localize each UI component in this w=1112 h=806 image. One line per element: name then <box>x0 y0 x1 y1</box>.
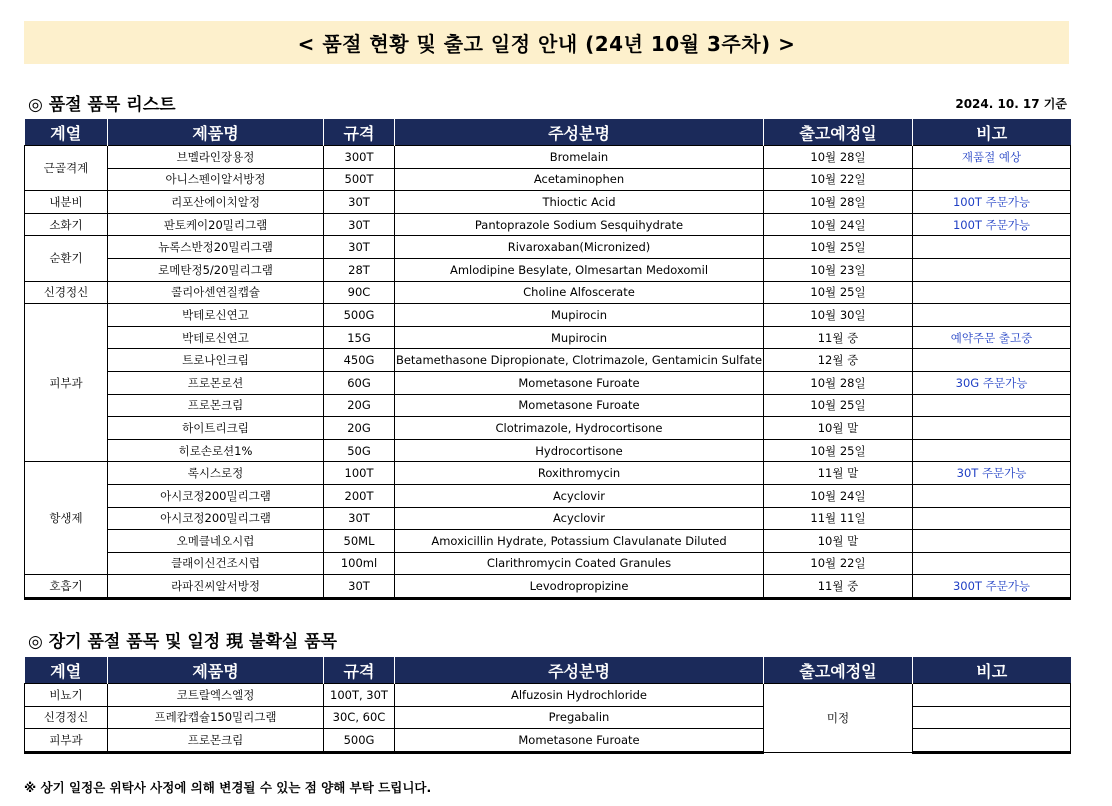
table-row <box>25 371 1071 394</box>
product-cell: 아시코정200밀리그램 <box>108 507 324 530</box>
header-ingredient: 주성분명 <box>395 657 764 684</box>
table-row <box>25 530 1071 553</box>
header-product: 제품명 <box>108 119 324 146</box>
note-cell <box>913 168 1071 191</box>
ingredient-cell: Choline Alfoscerate <box>395 281 764 304</box>
header-spec: 규격 <box>324 119 395 146</box>
spec-cell: 20G <box>324 417 395 440</box>
table-row <box>25 575 1071 599</box>
table-row <box>25 326 1071 349</box>
note-cell <box>913 507 1071 530</box>
date-cell: 10월 22일 <box>764 552 913 575</box>
ingredient-cell: Bromelain <box>395 146 764 169</box>
table-header <box>25 119 1071 146</box>
note-cell <box>913 484 1071 507</box>
note-cell <box>913 729 1071 753</box>
date-cell: 10월 25일 <box>764 394 913 417</box>
product-cell: 프레캅캡슐150밀리그램 <box>108 706 324 729</box>
note-cell <box>913 304 1071 327</box>
category-cell: 근골격계 <box>25 146 108 191</box>
page-banner: < 품절 현황 및 출고 일정 안내 (24년 10월 3주차) > <box>24 21 1069 64</box>
category-cell: 소화기 <box>25 213 108 236</box>
date-cell: 10월 25일 <box>764 281 913 304</box>
ingredient-cell: Amlodipine Besylate, Olmesartan Medoxomil <box>395 258 764 281</box>
table-row <box>25 213 1071 236</box>
header-note: 비고 <box>913 119 1071 146</box>
table-row <box>25 191 1071 214</box>
header-category: 계열 <box>25 119 108 146</box>
ingredient-cell: Mupirocin <box>395 326 764 349</box>
spec-cell: 100T, 30T <box>324 684 395 707</box>
table-row <box>25 684 1071 707</box>
section-title-soldout: ◎ 품절 품목 리스트 <box>28 95 176 115</box>
soldout-table <box>24 119 1071 600</box>
ingredient-cell: Levodropropizine <box>395 575 764 599</box>
product-cell: 오메클네오시럽 <box>108 530 324 553</box>
spec-cell: 90C <box>324 281 395 304</box>
header-category: 계열 <box>25 657 108 684</box>
spec-cell: 20G <box>324 394 395 417</box>
ingredient-cell: Mometasone Furoate <box>395 729 764 753</box>
spec-cell: 15G <box>324 326 395 349</box>
section-title-longterm: ◎ 장기 품절 품목 및 일정 現 불확실 품목 <box>28 632 338 652</box>
spec-cell: 300T <box>324 146 395 169</box>
date-cell: 미정 <box>764 684 913 753</box>
ingredient-cell: Alfuzosin Hydrochloride <box>395 684 764 707</box>
date-cell: 10월 25일 <box>764 236 913 259</box>
header-spec: 규격 <box>324 657 395 684</box>
table-row <box>25 484 1071 507</box>
date-cell: 11월 중 <box>764 575 913 599</box>
note-cell: 예약주문 출고중 <box>913 326 1071 349</box>
ingredient-cell: Roxithromycin <box>395 462 764 485</box>
product-cell: 판토케이20밀리그램 <box>108 213 324 236</box>
spec-cell: 500G <box>324 729 395 753</box>
date-cell: 11월 중 <box>764 326 913 349</box>
note-cell <box>913 439 1071 462</box>
ingredient-cell: Acetaminophen <box>395 168 764 191</box>
header-date: 출고예정일 <box>764 119 913 146</box>
product-cell: 로메탄정5/20밀리그램 <box>108 258 324 281</box>
category-cell: 신경정신 <box>25 281 108 304</box>
table-header <box>25 657 1071 684</box>
product-cell: 프로몬크림 <box>108 729 324 753</box>
date-cell: 11월 11일 <box>764 507 913 530</box>
date-cell: 10월 28일 <box>764 191 913 214</box>
spec-cell: 30T <box>324 191 395 214</box>
product-cell: 아니스펜이알서방정 <box>108 168 324 191</box>
ingredient-cell: Hydrocortisone <box>395 439 764 462</box>
date-cell: 10월 말 <box>764 530 913 553</box>
spec-cell: 500G <box>324 304 395 327</box>
product-cell: 뉴록스반정20밀리그램 <box>108 236 324 259</box>
category-cell: 피부과 <box>25 304 108 462</box>
spec-cell: 450G <box>324 349 395 372</box>
product-cell: 박테로신연고 <box>108 326 324 349</box>
spec-cell: 28T <box>324 258 395 281</box>
ingredient-cell: Rivaroxaban(Micronized) <box>395 236 764 259</box>
note-cell <box>913 706 1071 729</box>
spec-cell: 30C, 60C <box>324 706 395 729</box>
table-row <box>25 729 1071 753</box>
product-cell: 리포산에이치알정 <box>108 191 324 214</box>
spec-cell: 30T <box>324 507 395 530</box>
note-cell <box>913 349 1071 372</box>
header-date: 출고예정일 <box>764 657 913 684</box>
note-cell: 재품절 예상 <box>913 146 1071 169</box>
note-cell: 100T 주문가능 <box>913 191 1071 214</box>
ingredient-cell: Mometasone Furoate <box>395 371 764 394</box>
spec-cell: 60G <box>324 371 395 394</box>
category-cell: 순환기 <box>25 236 108 281</box>
table-row <box>25 258 1071 281</box>
note-cell: 100T 주문가능 <box>913 213 1071 236</box>
note-cell: 300T 주문가능 <box>913 575 1071 599</box>
note-cell <box>913 684 1071 707</box>
date-cell: 10월 24일 <box>764 213 913 236</box>
footnote: ※ 상기 일정은 위탁사 사정에 의해 변경될 수 있는 점 양해 부탁 드립니다. <box>24 780 432 795</box>
note-cell <box>913 417 1071 440</box>
ingredient-cell: Clotrimazole, Hydrocortisone <box>395 417 764 440</box>
product-cell: 록시스로정 <box>108 462 324 485</box>
category-cell: 피부과 <box>25 729 108 753</box>
date-cell: 12월 중 <box>764 349 913 372</box>
table-row <box>25 146 1071 169</box>
table-row <box>25 417 1071 440</box>
spec-cell: 30T <box>324 213 395 236</box>
table-row <box>25 304 1071 327</box>
spec-cell: 100ml <box>324 552 395 575</box>
product-cell: 프로몬로션 <box>108 371 324 394</box>
ingredient-cell: Clarithromycin Coated Granules <box>395 552 764 575</box>
product-cell: 클래이신건조시럽 <box>108 552 324 575</box>
date-cell: 10월 22일 <box>764 168 913 191</box>
longterm-table <box>24 657 1071 754</box>
product-cell: 트로나인크림 <box>108 349 324 372</box>
category-cell: 항생제 <box>25 462 108 575</box>
category-cell: 비뇨기 <box>25 684 108 707</box>
date-cell: 10월 24일 <box>764 484 913 507</box>
note-cell: 30T 주문가능 <box>913 462 1071 485</box>
product-cell: 프로몬크림 <box>108 394 324 417</box>
product-cell: 아시코정200밀리그램 <box>108 484 324 507</box>
note-cell <box>913 394 1071 417</box>
basis-date: 2024. 10. 17 기준 <box>955 97 1067 111</box>
table-row <box>25 439 1071 462</box>
note-cell <box>913 258 1071 281</box>
spec-cell: 30T <box>324 236 395 259</box>
date-cell: 10월 말 <box>764 417 913 440</box>
spec-cell: 200T <box>324 484 395 507</box>
ingredient-cell: Betamethasone Dipropionate, Clotrimazole, Gentamicin Sulfate <box>395 349 764 372</box>
ingredient-cell: Pantoprazole Sodium Sesquihydrate <box>395 213 764 236</box>
ingredient-cell: Amoxicillin Hydrate, Potassium Clavulanate Diluted <box>395 530 764 553</box>
table-row <box>25 394 1071 417</box>
table-row <box>25 349 1071 372</box>
table-row <box>25 552 1071 575</box>
table-row <box>25 706 1071 729</box>
header-ingredient: 주성분명 <box>395 119 764 146</box>
date-cell: 10월 30일 <box>764 304 913 327</box>
ingredient-cell: Acyclovir <box>395 507 764 530</box>
table-row <box>25 462 1071 485</box>
note-cell: 30G 주문가능 <box>913 371 1071 394</box>
note-cell <box>913 236 1071 259</box>
date-cell: 10월 23일 <box>764 258 913 281</box>
category-cell: 호흡기 <box>25 575 108 599</box>
header-product: 제품명 <box>108 657 324 684</box>
date-cell: 10월 25일 <box>764 439 913 462</box>
date-cell: 10월 28일 <box>764 371 913 394</box>
date-cell: 10월 28일 <box>764 146 913 169</box>
product-cell: 라파진씨알서방정 <box>108 575 324 599</box>
table-row <box>25 168 1071 191</box>
product-cell: 하이트리크림 <box>108 417 324 440</box>
product-cell: 박테로신연고 <box>108 304 324 327</box>
product-cell: 히로손로션1% <box>108 439 324 462</box>
product-cell: 코트랄엑스엘정 <box>108 684 324 707</box>
date-cell: 11월 말 <box>764 462 913 485</box>
ingredient-cell: Pregabalin <box>395 706 764 729</box>
spec-cell: 50G <box>324 439 395 462</box>
spec-cell: 50ML <box>324 530 395 553</box>
spec-cell: 30T <box>324 575 395 599</box>
spec-cell: 500T <box>324 168 395 191</box>
note-cell <box>913 281 1071 304</box>
ingredient-cell: Mupirocin <box>395 304 764 327</box>
table-row <box>25 507 1071 530</box>
ingredient-cell: Acyclovir <box>395 484 764 507</box>
header-note: 비고 <box>913 657 1071 684</box>
table-row <box>25 236 1071 259</box>
category-cell: 신경정신 <box>25 706 108 729</box>
ingredient-cell: Mometasone Furoate <box>395 394 764 417</box>
table-row <box>25 281 1071 304</box>
product-cell: 콜리아센연질캡슐 <box>108 281 324 304</box>
product-cell: 브멜라인장용정 <box>108 146 324 169</box>
category-cell: 내분비 <box>25 191 108 214</box>
note-cell <box>913 552 1071 575</box>
spec-cell: 100T <box>324 462 395 485</box>
ingredient-cell: Thioctic Acid <box>395 191 764 214</box>
note-cell <box>913 530 1071 553</box>
